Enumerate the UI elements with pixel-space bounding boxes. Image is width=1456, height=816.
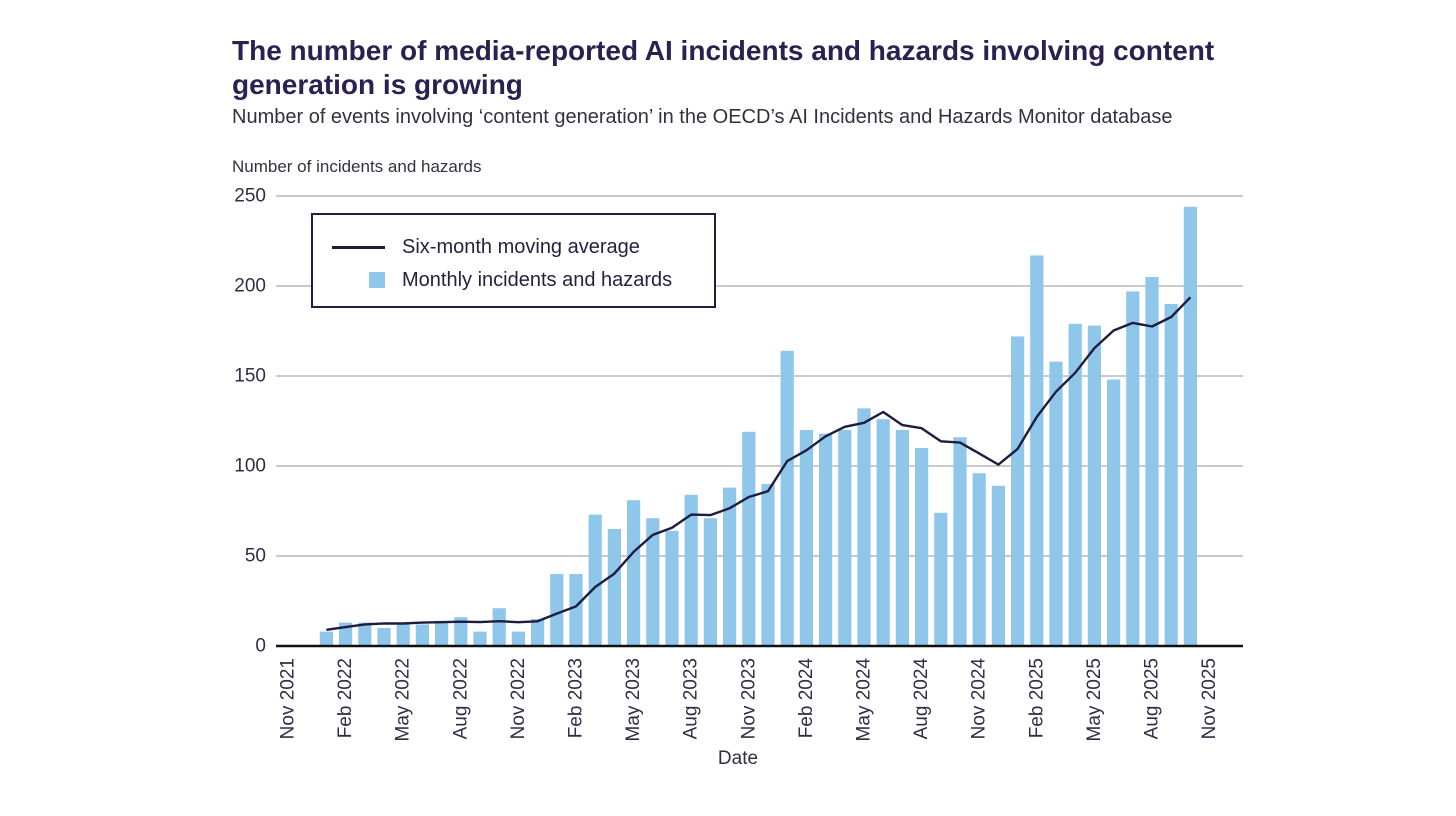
- monthly-bar: [934, 513, 947, 646]
- monthly-bar: [1030, 255, 1043, 646]
- monthly-bar: [896, 430, 909, 646]
- chart-subtitle: Number of events involving ‘content generation’ in the OECD’s AI Incidents and Hazards Monitor database: [232, 106, 1173, 128]
- monthly-bar: [627, 500, 640, 646]
- legend-item-moving-average: [332, 235, 640, 259]
- x-axis-title: Date: [717, 748, 759, 769]
- monthly-bar: [531, 619, 544, 646]
- y-tick-label: 200: [234, 275, 266, 297]
- monthly-bar: [761, 484, 774, 646]
- x-tick-label: Feb 2022: [335, 658, 357, 739]
- monthly-bar: [973, 473, 986, 646]
- x-tick-label: May 2025: [1083, 658, 1105, 742]
- monthly-bar: [473, 632, 486, 646]
- y-tick-label: 150: [234, 365, 266, 387]
- monthly-bar: [1165, 304, 1178, 646]
- x-tick-label: Aug 2025: [1141, 658, 1163, 740]
- monthly-bar: [550, 574, 563, 646]
- chart-title: The number of media-reported AI incidents and hazards involving content generation is growing: [232, 35, 1215, 100]
- monthly-bar: [397, 624, 410, 646]
- x-tick-label: Feb 2024: [795, 658, 817, 739]
- x-tick-label: Nov 2022: [507, 658, 529, 740]
- monthly-bar: [819, 434, 832, 646]
- monthly-bar: [1126, 291, 1139, 646]
- monthly-bar: [416, 624, 429, 646]
- x-tick-label: May 2023: [623, 658, 645, 742]
- monthly-bar: [1011, 336, 1024, 646]
- x-tick-label: Feb 2023: [565, 658, 587, 739]
- y-tick-label: 0: [255, 635, 266, 657]
- monthly-bar: [320, 632, 333, 646]
- monthly-bar: [781, 351, 794, 646]
- x-tick-label: Aug 2023: [680, 658, 702, 740]
- x-tick-label: Nov 2021: [277, 658, 299, 740]
- legend-line-swatch-icon: [332, 246, 385, 249]
- monthly-bar: [435, 621, 448, 646]
- y-axis-title: Number of incidents and hazards: [232, 157, 482, 176]
- legend-line-label: Six-month moving average: [402, 235, 640, 258]
- monthly-bar: [665, 531, 678, 646]
- monthly-bar: [992, 486, 1005, 646]
- x-tick-label: Nov 2023: [738, 658, 760, 740]
- monthly-bar: [1184, 207, 1197, 646]
- x-tick-label: May 2022: [392, 658, 414, 742]
- x-tick-label: Aug 2022: [450, 658, 472, 740]
- y-tick-label: 100: [234, 455, 266, 477]
- legend-box: [311, 213, 716, 308]
- monthly-bar: [800, 430, 813, 646]
- x-tick-label: Nov 2024: [968, 657, 990, 740]
- monthly-bar: [877, 419, 890, 646]
- monthly-bar: [742, 432, 755, 646]
- monthly-bar: [857, 408, 870, 646]
- monthly-bar: [608, 529, 621, 646]
- monthly-bar: [512, 632, 525, 646]
- y-tick-label: 50: [244, 545, 266, 567]
- monthly-bar: [569, 574, 582, 646]
- x-tick-label: May 2024: [853, 658, 875, 742]
- x-tick-label: Nov 2025: [1199, 658, 1221, 740]
- x-tick-label: Aug 2024: [911, 658, 933, 740]
- monthly-bar: [1145, 277, 1158, 646]
- monthly-bar: [953, 437, 966, 646]
- monthly-bar: [589, 515, 602, 646]
- monthly-bar: [1107, 380, 1120, 646]
- y-tick-label: 250: [234, 185, 266, 207]
- legend-bar-label: Monthly incidents and hazards: [402, 268, 673, 291]
- monthly-bar: [915, 448, 928, 646]
- monthly-bar: [704, 518, 717, 646]
- monthly-bar: [493, 608, 506, 646]
- monthly-bar: [838, 430, 851, 646]
- monthly-bar: [646, 518, 659, 646]
- monthly-bar: [723, 488, 736, 646]
- legend-item-monthly-bars: [332, 268, 672, 292]
- x-tick-label: Feb 2025: [1026, 658, 1048, 739]
- monthly-bar: [1088, 326, 1101, 646]
- monthly-bar: [1049, 362, 1062, 646]
- monthly-bar: [377, 628, 390, 646]
- legend-bar-swatch-icon: [369, 272, 385, 288]
